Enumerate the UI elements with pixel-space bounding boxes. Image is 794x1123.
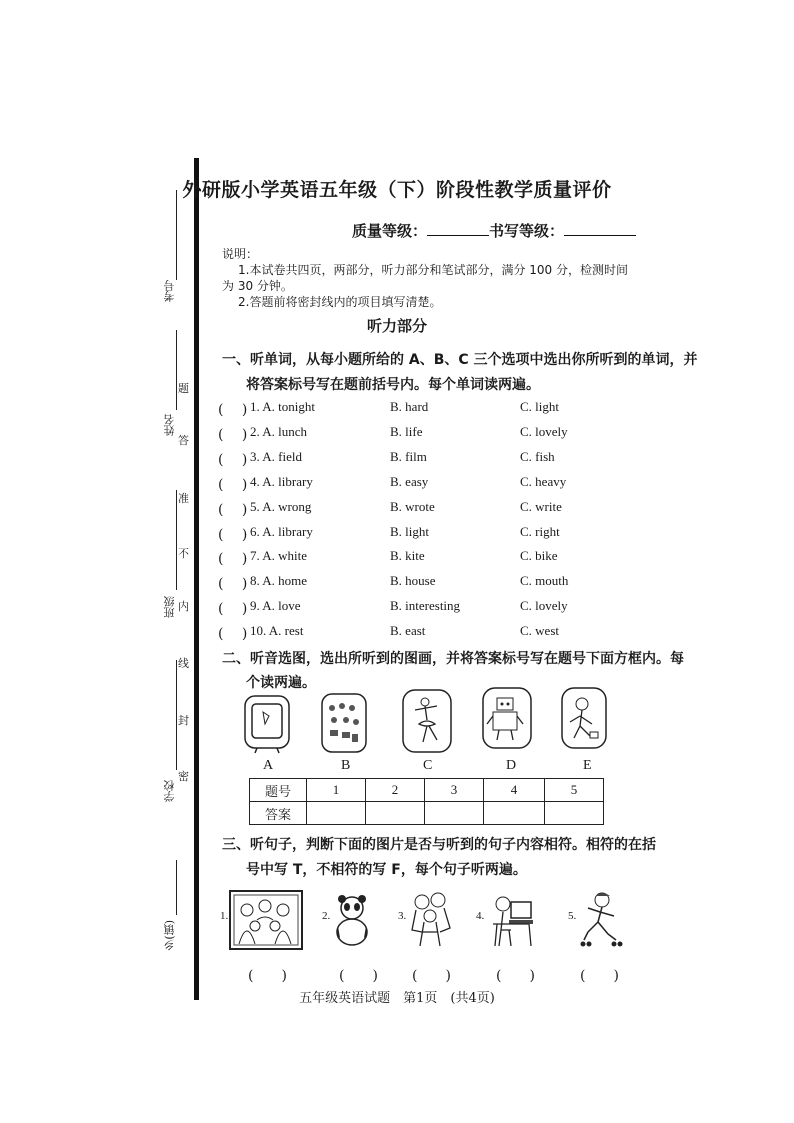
panda-icon [332,894,372,948]
notes-heading: 说明： [222,247,259,261]
option-a: 8. A. home [250,573,308,589]
option-c: C. mouth [520,573,569,589]
panda-picture [332,894,372,952]
page-footer: 五年级英语试题 第1页 (共4页) [299,991,495,1006]
town-label: 乡(镇) [163,920,176,951]
option-a: 6. A. library [250,523,313,539]
seal-char: 题 [178,382,189,395]
binding-bar [194,158,199,1000]
tv-picture [243,694,291,758]
answer-paren[interactable]: ( ) [218,451,248,468]
option-b: B. east [390,623,426,639]
page-title: 外研版小学英语五年级（下）阶段性教学质量评价 [182,179,612,201]
table-cell: 2 [366,779,425,802]
seal-char: 封 [178,714,189,727]
quality-grade-label: 质量等级： [352,222,428,240]
table-row [250,802,604,825]
name-label: 姓名 [163,414,176,436]
family-picture [229,890,303,954]
picture-label-a: A [263,758,274,773]
table-row [250,779,604,802]
answer-paren[interactable]: ( ) [218,476,248,493]
exam-number-line [176,190,177,280]
answer-paren[interactable]: ( ) [218,601,248,618]
answer-paren[interactable]: ( ) [218,526,248,543]
notes-line: 1.本试卷共四页，两部分，听力部分和笔试部分，满分 100 分，检测时间 [238,263,628,277]
option-b: B. kite [390,548,425,564]
notes-line: 为 30 分钟。 [222,279,293,293]
answer-paren[interactable]: ( ) [412,968,451,984]
answer-cell[interactable] [545,802,604,825]
option-a: 10. A. rest [250,623,304,639]
picture-number: 4. [476,910,485,922]
option-a: 2. A. lunch [250,423,308,439]
answer-paren[interactable]: ( ) [218,576,248,593]
option-b: B. light [390,523,430,539]
seal-char: 密 [178,770,189,783]
toy-robot-icon [481,686,533,750]
option-a: 5. A. wrong [250,498,312,514]
answer-paren[interactable]: ( ) [496,968,535,984]
picture-label-b: B [341,758,351,773]
question-3-instruction: 号中写 T，不相符的写 F，每个句子听两遍。 [246,862,527,878]
tv-icon [243,694,291,754]
option-b: B. easy [390,473,429,489]
ballet-dancer-icon [401,688,453,754]
answer-cell[interactable] [366,802,425,825]
school-line [176,660,177,770]
option-c: C. fish [520,448,555,464]
children-picture [408,890,454,954]
seal-char: 答 [178,434,189,447]
question-2-instruction: 个读两遍。 [246,675,316,691]
section-title: 听力部分 [366,317,427,335]
question-3-instruction: 三、听句子，判断下面的图片是否与听到的句子内容相符。相符的在括 [222,837,656,853]
table-cell: 1 [307,779,366,802]
quality-grade-blank[interactable] [427,235,489,236]
computer-picture [489,890,535,954]
children-group-icon [408,890,454,950]
option-c: C. light [520,399,560,414]
picture-number: 3. [398,910,407,922]
table-cell: 3 [425,779,484,802]
option-b: B. hard [390,399,429,414]
answer-paren[interactable]: ( ) [218,626,248,643]
picture-number: 2. [322,910,331,922]
option-b: B. interesting [390,598,461,614]
option-c: C. heavy [520,473,567,489]
option-a: 4. A. library [250,473,313,489]
skating-picture [578,890,624,952]
option-c: C. lovely [520,598,568,614]
option-b: B. wrote [390,498,435,514]
name-line [176,330,177,410]
table-header-cell: 答案 [250,802,307,825]
child-picture [560,686,608,754]
picture-label-d: D [506,758,517,773]
school-label: 学校 [163,780,176,802]
option-a: 7. A. white [250,548,308,564]
option-c: C. bike [520,548,558,564]
picture-number: 5. [568,910,577,922]
family-photo-icon [229,890,303,950]
seal-char: 内 [178,600,189,613]
class-label: 班级 [163,596,176,618]
option-a: 9. A. love [250,598,301,614]
answer-table [249,778,604,825]
seal-char: 不 [178,547,189,560]
computer-desk-icon [489,890,535,950]
roller-skating-icon [578,890,624,948]
option-b: B. film [390,448,427,464]
robot-picture [481,686,533,754]
option-b: B. life [390,423,423,439]
question-1-instruction: 将答案标号写在题前括号内。每个单词读两遍。 [246,377,540,393]
option-a: 3. A. field [250,448,302,464]
question-2-instruction: 二、听音选图，选出所听到的图画，并将答案标号写在题号下面方框内。每 [222,651,684,667]
writing-grade-label: 书写等级： [489,222,565,240]
answer-paren[interactable]: ( ) [248,968,287,984]
writing-grade-blank[interactable] [564,235,636,236]
answer-paren[interactable]: ( ) [218,402,248,418]
answer-paren[interactable]: ( ) [218,551,248,568]
answer-paren[interactable]: ( ) [339,968,378,984]
cards-icon [320,692,368,754]
answer-cell[interactable] [307,802,366,825]
notes-line: 2.答题前将密封线内的项目填写清楚。 [238,295,442,309]
answer-paren[interactable]: ( ) [218,426,248,443]
table-cell: 4 [484,779,545,802]
town-line [176,860,177,915]
picture-number: 1. [220,910,229,922]
answer-cell[interactable] [484,802,545,825]
option-c: C. lovely [520,423,568,439]
picture-label-c: C [423,758,433,773]
picture-label-e: E [583,758,592,773]
exam-number-label: 考号 [163,280,176,302]
option-b: B. house [390,573,436,589]
seal-char: 线 [178,657,189,670]
option-c: C. west [520,623,559,639]
child-playing-icon [560,686,608,750]
answer-paren[interactable]: ( ) [218,501,248,518]
grade-row [352,220,636,241]
answer-cell[interactable] [425,802,484,825]
class-line [176,490,177,590]
seal-char: 准 [178,492,189,505]
answer-paren[interactable]: ( ) [580,968,619,984]
option-a: 1. A. tonight [250,399,316,414]
option-c: C. right [520,523,560,539]
table-cell: 5 [545,779,604,802]
cards-picture [320,692,368,758]
option-c: C. write [520,498,562,514]
table-header-cell: 题号 [250,779,307,802]
dancer-picture [401,688,453,758]
question-1-instruction: 一、听单词，从每小题所给的 A、B、C 三个选项中选出你所听到的单词，并 [222,352,698,368]
